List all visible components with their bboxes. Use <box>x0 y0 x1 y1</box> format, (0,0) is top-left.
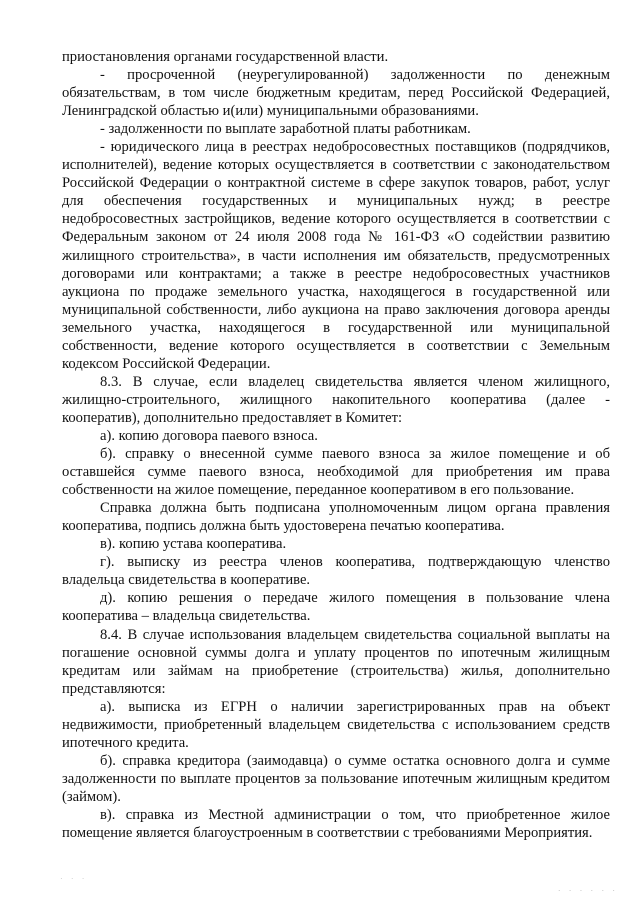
scan-noise-right: · · · · · · <box>557 886 618 895</box>
paragraph-8-3-d: д). копию решения о передаче жилого помещения в пользование члена кооператива – владельца свидетельства. <box>62 590 610 625</box>
paragraph-8-3-b: б). справку о внесенной сумме паевого взноса за жилое помещение и об оставшейся сумме паевого взноса, необходимой для приобретения им права собственности на жилое помещение, переданное кооперативом в его пользование. <box>62 446 610 499</box>
paragraph-continuation: приостановления органами государственной власти. <box>62 49 389 65</box>
paragraph-unreliable-registers: - юридического лица в реестрах недобросовестных поставщиков (подрядчиков, исполнителей), ведение которых осуществляется в соответствии с законодательством Российской Федерации о контрактной системе в сфере закупок товаров, работ, услуг для обеспечения государственных и муниципальных нужд; в реестре недобросовестных застройщиков, ведение которого осуществляется в соответствии с Федеральным законом от 24 июля 2008 года № 161-ФЗ «О содействии развитию жилищного строительства», в части исполнения им обязательств, предусмотренных договорами или контрактами; а также в реестре недобросовестных участников аукциона по продаже земельного участка, находящегося в государственной или муниципальной собственности, либо аукциона на право заключения договора аренды земельного участка, находящегося в государственной или муниципальной собственности, ведение которого осуществляется в соответствии с Земельным кодексом Российской Федерации. <box>62 139 610 372</box>
paragraph-8-3-v: в). копию устава кооператива. <box>100 536 287 553</box>
paragraph-8-4-v: в). справка из Местной администрации о том, что приобретенное жилое помещение является благоустроенным в соответствии с требованиями Мероприятия. <box>62 806 610 842</box>
scan-noise-left: · · · <box>60 874 88 883</box>
document-page <box>62 48 610 842</box>
paragraph-8-4-b: б). справка кредитора (заимодавца) о сумме остатка основного долга и сумме задолженности по выплате процентов за пользование ипотечным жилищным кредитом (займом). <box>62 752 610 805</box>
paragraph-8-4-a: а). выписка из ЕГРН о наличии зарегистрированных прав на объект недвижимости, приобретенный владельцем свидетельства с использованием средств ипотечного кредита. <box>62 698 610 751</box>
paragraph-section-8-3: 8.3. В случае, если владелец свидетельства является членом жилищного, жилищно-строительного, жилищного накопительного кооператива (далее - кооператив), дополнительно предоставляет в Комитет: <box>62 373 610 426</box>
paragraph-section-8-4: 8.4. В случае использования владельцем свидетельства социальной выплаты на погашение основной суммы долга и уплату процентов по ипотечным жилищным кредитам или займам на приобретение (строительства) жилья, дополнительно представляются: <box>62 626 610 697</box>
paragraph-8-3-g: г). выписку из реестра членов кооператива, подтверждающую членство владельца свидетельства в кооперативе. <box>62 554 610 589</box>
paragraph-overdue-debt: - просроченной (неурегулированной) задолженности по денежным обязательствам, в том числе бюджетным кредитам, перед Российской Федерацией, Ленинградской областью и(или) муниципальными образованиями. <box>62 67 610 120</box>
paragraph-wage-debt: - задолженности по выплате заработной платы работникам. <box>100 121 471 138</box>
paragraph-8-3-certificate-signature: Справка должна быть подписана уполномоченным лицом органа правления кооператива, подпись должна быть удостоверена печатью кооператива. <box>62 500 610 535</box>
paragraph-8-3-a: а). копию договора паевого взноса. <box>100 427 318 444</box>
